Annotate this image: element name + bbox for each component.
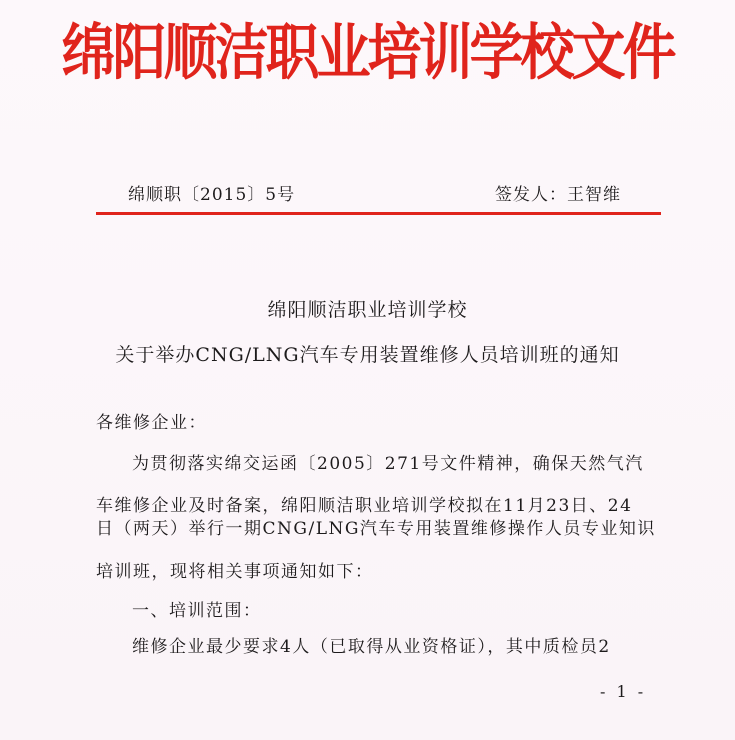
masthead-title: 绵阳顺洁职业培训学校文件: [61, 16, 674, 88]
notice-title-line-1: 绵阳顺洁职业培训学校: [267, 299, 468, 321]
body-line: 日（两天）举行一期CNG/LNG汽车专用装置维修操作人员专业知识: [96, 519, 656, 539]
body-line: 维修企业最少要求4人（已取得从业资格证），其中质检员2: [132, 637, 611, 657]
document-number: 绵顺职〔2015〕5号: [128, 185, 296, 205]
page-number: - 1 -: [600, 682, 647, 701]
notice-title-line-2: 关于举办CNG/LNG汽车专用装置维修人员培训班的通知: [115, 344, 620, 366]
body-line: 培训班，现将相关事项通知如下：: [96, 562, 374, 582]
salutation: 各维修企业：: [96, 413, 207, 433]
body-line: 为贯彻落实绵交运函〔2005〕271号文件精神，确保天然气汽: [132, 454, 644, 474]
section-heading: 一、培训范围：: [132, 601, 262, 621]
signer: 签发人：王智维: [495, 185, 621, 205]
body-line: 车维修企业及时备案，绵阳顺洁职业培训学校拟在11月23日、24: [96, 496, 633, 516]
red-divider-line: [96, 212, 661, 215]
